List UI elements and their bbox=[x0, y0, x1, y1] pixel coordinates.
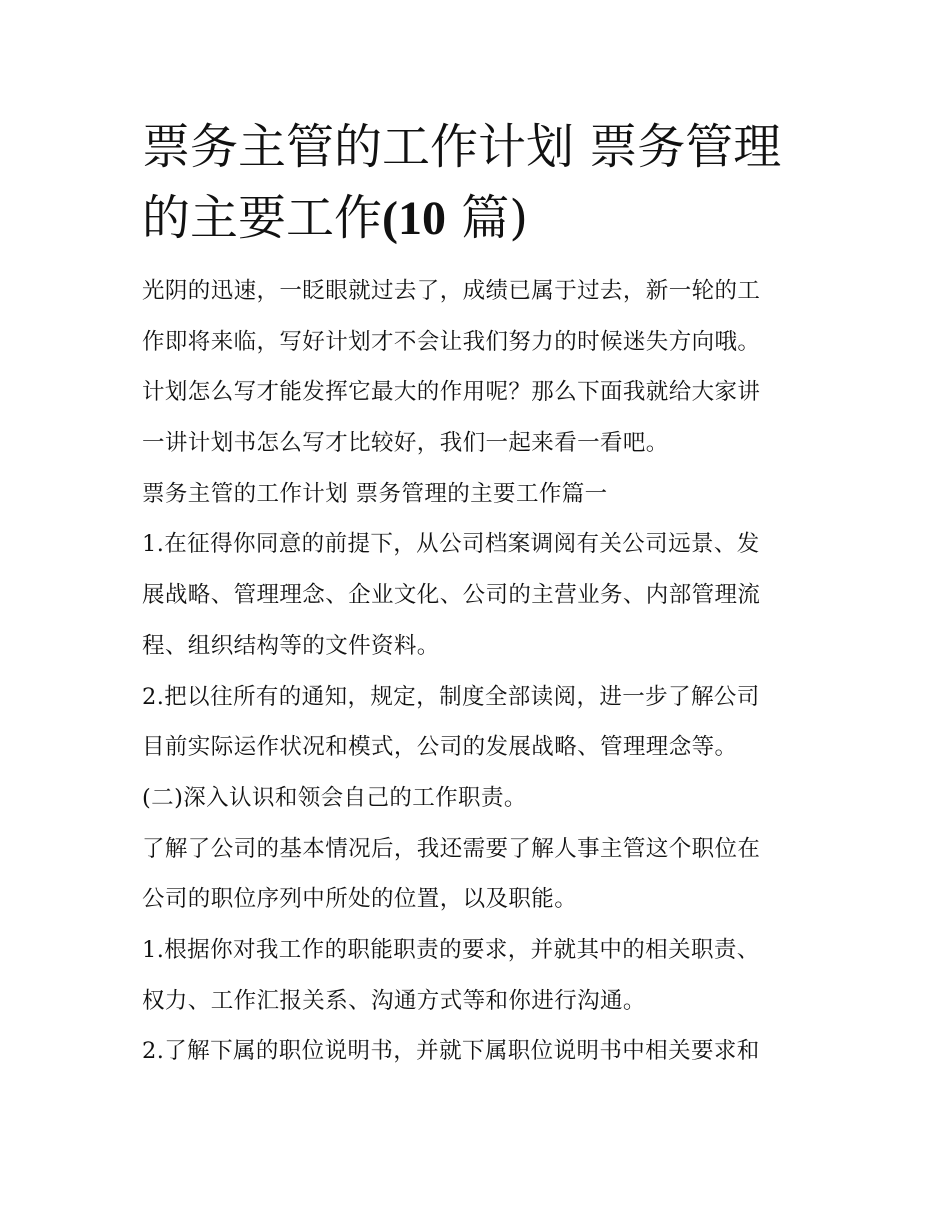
text-line: 目前实际运作状况和模式，公司的发展战略、管理理念等。 bbox=[142, 734, 738, 761]
text-line: 计划怎么写才能发挥它最大的作用呢？那么下面我就给大家讲 bbox=[142, 379, 761, 406]
text-line: 一讲计划书怎么写才比较好，我们一起来看一看吧。 bbox=[142, 430, 669, 457]
subsection-heading: (二)深入认识和领会自己的工作职责。 bbox=[142, 784, 527, 811]
text-line: 光阴的迅速，一眨眼就过去了，成绩已属于过去，新一轮的工 bbox=[142, 278, 761, 304]
text-line: 2.把以往所有的通知，规定，制度全部读阅，进一步了解公司 bbox=[142, 683, 760, 710]
document-page bbox=[142, 112, 814, 1077]
text-line: 了解了公司的基本情况后，我还需要了解人事主管这个职位在 bbox=[142, 835, 761, 862]
text-line: 1.根据你对我工作的职能职责的要求，并就其中的相关职责、 bbox=[142, 936, 760, 963]
text-line: 作即将来临，写好计划才不会让我们努力的时候迷失方向哦。 bbox=[142, 328, 761, 355]
title-count: (10 bbox=[382, 192, 446, 245]
title-line-1: 票务主管的工作计划 票务管理 bbox=[142, 119, 782, 175]
title-line-2-prefix: 的主要工作 bbox=[142, 190, 383, 246]
text-line: 1.在征得你同意的前提下，从公司档案调阅有关公司远景、发 bbox=[142, 531, 760, 558]
text-line: 展战略、管理理念、企业文化、公司的主营业务、内部管理流 bbox=[142, 582, 761, 609]
title-line-2-suffix: 篇) bbox=[446, 190, 528, 246]
section-heading: 票务主管的工作计划 票务管理的主要工作篇一 bbox=[142, 480, 608, 507]
text-line: 程、组织结构等的文件资料。 bbox=[142, 632, 440, 659]
title-line-2 bbox=[142, 183, 814, 254]
text-line: 权力、工作汇报关系、沟通方式等和你进行沟通。 bbox=[142, 987, 646, 1014]
text-line: 2.了解下属的职位说明书，并就下属职位说明书中相关要求和 bbox=[142, 1038, 760, 1065]
text-line: 公司的职位序列中所处的位置，以及职能。 bbox=[142, 886, 578, 913]
document-body bbox=[142, 266, 814, 1077]
document-title bbox=[142, 112, 814, 254]
